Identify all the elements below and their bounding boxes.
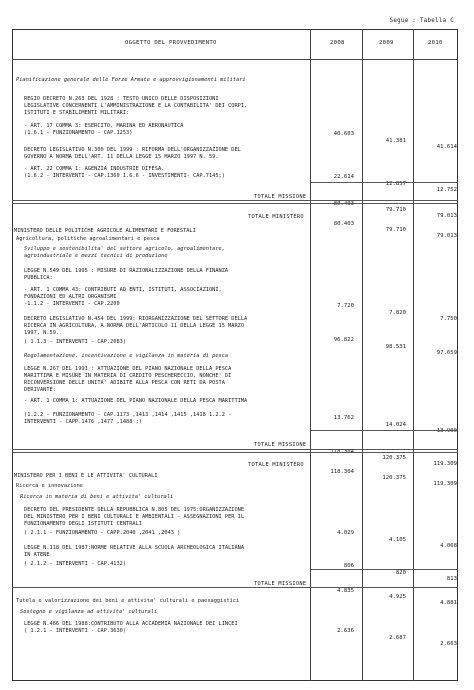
value-2008: 22.614 <box>333 174 354 181</box>
provision-line: INTERVENTI - CAPP.1476 ,1477 ,1488 ;) <box>24 419 142 426</box>
page-header-segue: Segue : Tabella C <box>389 18 454 24</box>
total-value-2010: 119.309 <box>433 461 457 468</box>
provision-line: MARITTIMA E MISURE IN MATERIA DI CREDITO PESCHERECCIO, NONCHE' DI <box>24 373 232 380</box>
provision-line: ISTITUTI E STABILIMENTI MILITARI: <box>24 110 130 117</box>
total-value-2010: 4.881 <box>440 600 457 607</box>
mission-title: Ricerca e innovazione <box>16 483 83 490</box>
total-missione-label: TOTALE MISSIONE <box>254 442 307 449</box>
provision-line: DEL MINISTERO PER I BENI CULTURALI E AMBIENTALI - ASSEGNAZIONI PER IL <box>24 514 245 521</box>
value-2009: 4.105 <box>389 536 406 543</box>
provision-line: RICONVERSIONE DELLE UNITA' ADIBITE ALLA PESCA CON RETI DA POSTA <box>24 380 225 387</box>
total-rule <box>310 430 458 431</box>
section-double-rule <box>12 449 458 453</box>
provision-line: DERIVANTE: <box>24 387 56 394</box>
total-rule <box>310 182 458 183</box>
header-separator <box>12 59 458 60</box>
provision-line: LEGGE N.466 DEL 1988:CONTRIBUTO ALLA ACCADEMIA NAZIONALE DEI LINCEI <box>24 621 238 628</box>
provision-line: DECRETO LEGISLATIVO N.454 DEL 1999: RIORGANIZZAZIONE DEL SETTORE DELLA <box>24 316 248 323</box>
value-2010: 7.750 <box>440 315 457 322</box>
total-value-2009: 120.375 <box>382 454 406 461</box>
provision-line: - ART. 17 COMMA 3: ESERCITO, MARINA ED AERONAUTICA <box>24 123 184 130</box>
provision-line: GOVERNO A NORMA DELL'ART. 11 DELLA LEGGE 15 MARZO 1997 N. 59. <box>24 154 219 161</box>
ministry-title: MINISTERO DELLE POLITICHE AGRICOLE ALIMENTARI E FORESTALI <box>14 228 196 235</box>
program-title: Regolamentazione, incentivazione e vigilanza in materia di pesca <box>24 353 229 360</box>
provision-line: FONDAZIONI ED ALTRI ORGANISMI <box>24 294 117 301</box>
program-title: Ricerca in materia di beni e attivita' culturali <box>20 494 174 501</box>
provision-line: (1.6.1 - FUNZIONAMENTO - CAP.1253) <box>24 130 133 137</box>
value-2009: 7.820 <box>389 309 406 316</box>
total-value-2008: 118.304 <box>330 448 354 455</box>
program-title: Sviluppo e sostenibilita' del settore agricolo, agroalimentare, <box>24 246 225 253</box>
provision-line: - ART. 1 COMMA 43: CONTRIBUTI AD ENTI, ISTITUTI, ASSOCIAZIONI, <box>24 287 222 294</box>
provision-line: ( 2.1.1 - FUNZIONAMENTO - CAPP.2040 ,2041 ,2043 ) <box>24 530 181 537</box>
column-header-2008: 2008 <box>330 40 345 46</box>
section-rule <box>12 587 458 588</box>
value-2010: 12.752 <box>436 186 457 193</box>
value-2008: 2.636 <box>337 628 354 635</box>
provision-line: ( 1.2.1 - INTERVENTI - CAP.3630) <box>24 628 127 635</box>
value-2010: 97.659 <box>436 349 457 356</box>
value-2010: 813 <box>446 575 457 582</box>
value-2009: 2.687 <box>389 634 406 641</box>
column-header-2009: 2009 <box>379 40 394 46</box>
section-double-rule <box>12 200 458 204</box>
provision-line: FUNZIONAMENTO DEGLI ISTITUTI CENTRALI <box>24 521 142 528</box>
value-2009: 41.381 <box>385 137 406 144</box>
total-value-2008: 80.403 <box>333 220 354 227</box>
mission-title: Agricoltura, politiche agroalimentari e pesca <box>16 236 160 243</box>
provision-line: (1.6.2 - INTERVENTI - CAP.1360 1.6.6 - INVESTIMENTI- CAP.7145;) <box>24 173 225 180</box>
value-2008: 40.603 <box>333 131 354 138</box>
value-2008: 4.029 <box>337 530 354 537</box>
total-missione-label: TOTALE MISSIONE <box>254 194 307 201</box>
value-2010: 13.900 <box>436 427 457 434</box>
provision-line: -1.1.2 - INTERVENTI - CAP.2200 <box>24 301 120 308</box>
value-2009: 14.024 <box>385 421 406 428</box>
total-value-2008: 118.304 <box>330 468 354 475</box>
program-title: agroindustriale e mezzi tecnici di produzione <box>24 253 168 260</box>
provision-line: PUBBLICA: <box>24 275 53 282</box>
column-header-subject: OGGETTO DEL PROVVEDIMENTO <box>125 40 217 46</box>
total-value-2010: 79.013 <box>436 213 457 220</box>
program-title: Pianificazione generale delle Forze Armate e approvvigionamenti militari <box>16 77 246 84</box>
provision-line: (1.2.2 - FUNZIONAMENTO - CAP.1173 ,1413 ,1414 ,1415 ,1418 1.2.2 - <box>24 412 232 419</box>
provision-line: IN ATENE <box>24 552 50 559</box>
column-header-2010: 2010 <box>428 40 443 46</box>
total-value-2010: 79.013 <box>436 233 457 240</box>
provision-line: - ART. 1 COMMA 1: ATTUAZIONE DEL PIANO NAZIONALE DELLA PESCA MARITTIMA <box>24 398 248 405</box>
provision-line: LEGISLATIVE CONCERNENTI L'AMMINISTRAZIONE E LA CONTABILITA' DEI CORPI, <box>24 103 248 110</box>
ministry-title: MINISTERO PER I BENI E LE ATTIVITA' CULTURALI <box>14 473 158 480</box>
value-2009: 820 <box>395 569 406 576</box>
value-2009: 98.531 <box>385 343 406 350</box>
program-title: Sostegno e vigilanza ad attivita' culturali <box>20 609 158 616</box>
mission-title: Tutela e valorizzazione dei beni e attivita' culturali e paesaggistici <box>16 598 240 605</box>
total-value-2010: 119.309 <box>433 481 457 488</box>
value-2010: 41.614 <box>436 143 457 150</box>
value-2010: 4.068 <box>440 542 457 549</box>
total-value-2009: 4.925 <box>389 593 406 600</box>
total-value-2008: 4.835 <box>337 587 354 594</box>
value-2008: 96.822 <box>333 337 354 344</box>
total-value-2009: 120.375 <box>382 474 406 481</box>
total-value-2009: 79.710 <box>385 206 406 213</box>
provision-line: LEGGE N.549 DEL 1995 : MISURE DI RAZIONALIZZAZIONE DELLA FINANZA <box>24 268 229 275</box>
provision-line: ( 2.1.2 - INTERVENTI - CAP.4132) <box>24 561 127 568</box>
total-value-2008: 80.403 <box>333 200 354 207</box>
total-missione-label: TOTALE MISSIONE <box>254 581 307 588</box>
provision-line: REGIO DECRETO N.263 DEL 1928 : TESTO UNICO DELLE DISPOSIZIONI <box>24 96 219 103</box>
value-2008: 806 <box>343 563 354 570</box>
total-ministero-label: TOTALE MINISTERO <box>248 462 304 469</box>
total-rule <box>310 569 458 570</box>
provision-line: - ART. 22 COMMA 1: AGENZIA INDUSTRIE DIFESA. <box>24 166 165 173</box>
value-2008: 13.762 <box>333 415 354 422</box>
total-value-2009: 79.710 <box>385 226 406 233</box>
total-ministero-label: TOTALE MINISTERO <box>248 214 304 221</box>
provision-line: 1997, N.59. <box>24 330 60 337</box>
value-2009: 12.857 <box>385 180 406 187</box>
provision-line: RICERCA IN AGRICOLTURA, A NORMA DELL'ARTICOLO 11 DELLA LEGGE 15 MARZO <box>24 323 245 330</box>
provision-line: LEGGE N.267 DEL 1991 : ATTUAZIONE DEL PIANO NAZIONALE DELLA PESCA <box>24 366 232 373</box>
provision-line: LEGGE N.118 DEL 1987:NORME RELATIVE ALLA SCUOLA ARCHEOLOGICA ITALIANA <box>24 545 245 552</box>
provision-line: DECRETO LEGISLATIVO N.300 DEL 1999 : RIFORMA DELL'ORGANIZZAZIONE DEL <box>24 147 241 154</box>
provision-line: ( 1.1.3 - INTERVENTI - CAP.2083) <box>24 339 127 346</box>
value-2010: 2.663 <box>440 640 457 647</box>
value-2008: 7.720 <box>337 303 354 310</box>
provision-line: DECRETO DEL PRESIDENTE DELLA REPUBBLICA N.805 DEL 1975:ORGANIZZAZIONE <box>24 507 245 514</box>
